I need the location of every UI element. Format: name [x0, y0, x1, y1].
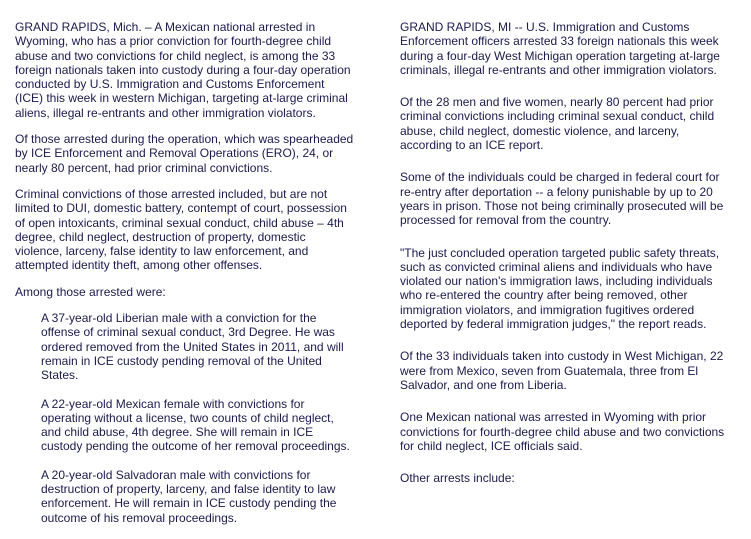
text-line: nearly 80 percent, had prior criminal convictions.: [15, 160, 273, 175]
text-line: abuse, child neglect, domestic violence, and larceny,: [400, 123, 680, 138]
text-line: convictions for fourth-degree child abuse and two convictions: [400, 424, 725, 439]
text-line: criminals, illegal re-entrants and other immigration violators.: [400, 62, 717, 77]
text-line: Of the 28 men and five women, nearly 80 percent had prior: [400, 95, 714, 110]
arrest-list-item: [41, 311, 375, 382]
text-line: during a four-day West Michigan operation targeting at-large: [400, 48, 720, 63]
text-line: re-entry after deportation -- a felony punishable by up to 20: [400, 184, 713, 199]
text-line: Salvador, and one from Liberia.: [400, 377, 567, 392]
article-paragraph: [400, 471, 745, 485]
article-paragraph: [400, 410, 745, 453]
text-line: violence, larceny, false identity to law enforcement, and: [15, 244, 309, 259]
text-line: enforcement. He will remain in ICE custody pending the: [41, 496, 337, 511]
text-line: remain in ICE custody pending removal of the United: [41, 353, 322, 368]
text-line: criminal convictions including criminal sexual conduct, child: [400, 109, 715, 124]
text-line: of open intoxicants, criminal sexual conduct, child abuse – 4th: [15, 215, 344, 230]
text-line: GRAND RAPIDS, Mich. – A Mexican national arrested in: [15, 20, 316, 34]
text-line: destruction of property, larceny, and false identity to law: [41, 482, 336, 497]
text-line: Enforcement officers arrested 33 foreign nationals this week: [400, 34, 719, 49]
article-paragraph: [400, 246, 745, 332]
left-article-column: [15, 20, 375, 539]
text-line: operating without a license, two counts of child neglect,: [41, 410, 334, 425]
text-line: custody pending the outcome of her removal proceedings.: [41, 439, 350, 454]
article-paragraph: [400, 170, 745, 227]
text-line: such as convicted criminal aliens and individuals who have: [400, 259, 713, 274]
text-line: for child neglect, ICE officials said.: [400, 438, 583, 453]
text-line: years in prison. Those not being criminally prosecuted will be: [400, 198, 724, 213]
text-line: offense of criminal sexual conduct, 3rd Degree. He was: [41, 325, 335, 340]
arrest-list-item: [41, 397, 375, 454]
text-line: conducted by U.S. Immigration and Customs Enforcement: [15, 77, 325, 92]
text-line: attempted identity theft, among other offenses.: [15, 258, 263, 273]
text-line: immigration violators, and immigration fugitives ordered: [400, 302, 695, 317]
text-line: Criminal convictions of those arrested included, but are not: [15, 186, 328, 201]
article-paragraph: [400, 20, 745, 77]
text-line: GRAND RAPIDS, MI -- U.S. Immigration and Customs: [400, 20, 690, 34]
text-line: Other arrests include:: [400, 471, 515, 486]
text-line: outcome of his removal proceedings.: [41, 510, 238, 525]
text-line: who re-entered the country after being removed, other: [400, 288, 688, 303]
text-line: according to an ICE report.: [400, 138, 544, 153]
article-paragraph: [400, 349, 745, 392]
text-line: limited to DUI, domestic battery, contempt of court, possession: [15, 201, 347, 216]
text-line: States.: [41, 368, 79, 383]
text-line: deported by federal immigration judges," the report reads.: [400, 317, 707, 332]
text-line: "The just concluded operation targeted public safety threats,: [400, 245, 720, 260]
text-line: One Mexican national was arrested in Wyoming with prior: [400, 410, 707, 425]
text-line: (ICE) this week in western Michigan, targeting at-large criminal: [15, 91, 348, 106]
right-article-column: [400, 20, 745, 503]
text-line: Some of the individuals could be charged in federal court for: [400, 170, 720, 185]
article-paragraph: [15, 20, 375, 120]
text-line: ordered removed from the United States in 2011, and will: [41, 339, 344, 354]
text-line: aliens, illegal re-entrants and other immigration violators.: [15, 105, 316, 120]
text-line: degree, child neglect, destruction of property, domestic: [15, 229, 306, 244]
text-line: processed for removal from the country.: [400, 213, 612, 228]
text-line: A 37-year-old Liberian male with a conviction for the: [41, 311, 317, 326]
text-line: A 20-year-old Salvadoran male with convictions for: [41, 467, 311, 482]
text-line: Of the 33 individuals taken into custody in West Michigan, 22: [400, 349, 724, 364]
text-line: foreign nationals taken into custody during a four-day operation: [15, 62, 351, 77]
text-line: Of those arrested during the operation, which was spearheaded: [15, 132, 354, 147]
article-paragraph: [15, 285, 375, 299]
arrest-list-item: [41, 468, 375, 525]
text-line: violated our nation's immigration laws, including individuals: [400, 274, 713, 289]
text-line: Wyoming, who has a prior conviction for fourth-degree child: [15, 34, 332, 49]
text-line: were from Mexico, seven from Guatemala, three from El: [400, 363, 699, 378]
text-line: and child abuse, 4th degree. She will remain in ICE: [41, 425, 314, 440]
text-line: abuse and two convictions for child neglect, is among the 33: [15, 48, 336, 63]
article-paragraph: [15, 132, 375, 175]
text-line: A 22-year-old Mexican female with convictions for: [41, 396, 305, 411]
article-paragraph: [400, 95, 745, 152]
article-paragraph: [15, 187, 375, 273]
text-line: by ICE Enforcement and Removal Operations (ERO), 24, or: [15, 146, 334, 161]
text-line: Among those arrested were:: [15, 284, 166, 299]
